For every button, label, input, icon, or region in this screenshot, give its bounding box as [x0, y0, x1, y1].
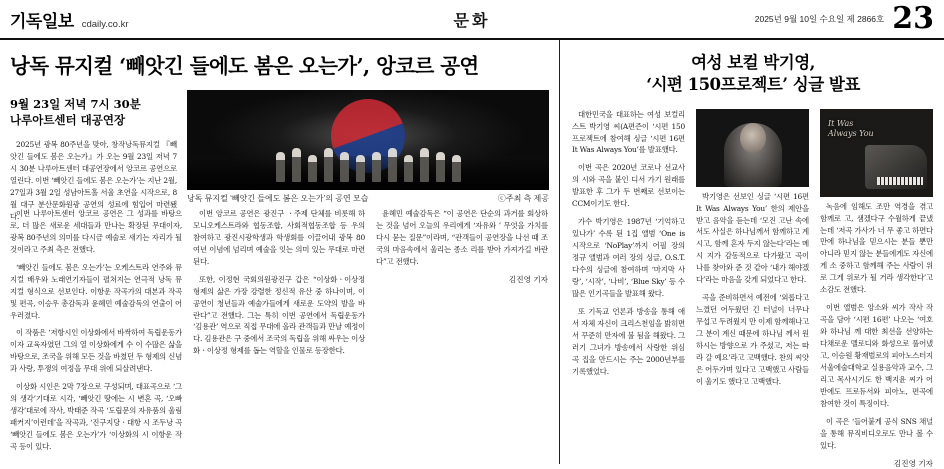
right-headline-line1: 여성 보컬 박기영,: [691, 53, 815, 72]
masthead-right: [704, 1, 934, 36]
left-subhead: [10, 96, 177, 129]
left-paragraph-7: 윤혜민 예술감독은 “이 공연은 단순의 과거를 회상하는 것을 넘어 오늘의 우리에게 ‘자유와 ’ 무엇을 가치를 다시 묻는 질문”이라며, “관객들이 공연장을 나선 때 조국의 마음속에서 울리는 종소 리를 받아 가져가길 바란다”고 전했다.: [376, 208, 548, 266]
left-top-block: [10, 90, 549, 221]
left-lede-block: [10, 90, 177, 221]
publication-date: 2025년 9월 10일 수요일 제 2866호: [754, 14, 885, 24]
left-photo-caption: 낭독 뮤지컬 ‘빼앗긴 들에도 봄은 오는가’의 공연 모습: [187, 193, 369, 203]
section-title: 문화: [453, 10, 491, 30]
right-byline: 김진영 기자: [893, 459, 933, 469]
artist-portrait-photo: [696, 109, 809, 187]
stage-performance-photo: [187, 90, 549, 190]
right-column-1: [572, 109, 685, 469]
right-paragraph-7: 이번 앨범은 앙소와 씨가 작사 작곡을 담아 ‘시편 16편’ 나오는 ‘여호와 하나님 께 대한 최선을 선양하는 다채로운 멜로디와 화성으로 풀어냈고, 이승원 황재벌로의 피아노스터지 서울에술대학교 실용음악과 교수, 그리고 목사시기도 한 백지윤 씨가 어반에도 프로듀서와 피아노, 편곡에 참여한 것이 특징이다.: [820, 303, 933, 409]
right-column-2: [696, 109, 809, 469]
left-subhead-line1: 9월 23일 저녁 7시 30분: [10, 96, 141, 111]
left-paragraph-2: ‘빼앗긴 들에도 봄은 오는가’는 오케스트라 연주와 뮤지컬 배우와 노래연기자들이 펼쳐지는 연극적 낭독 뮤지컬 형식으로 선보인다. 이항운 작곡가의 대본과 작곡 및 편곡, 이승우 총감독과 윤혜민 예술감독의 연출이 어우러졌다.: [10, 262, 182, 320]
portrait-face: [740, 123, 766, 153]
left-paragraph-0: 2025년 광복 80주년을 맞아, 창작낭독뮤지컬 『빼앗긴 들에도 봄은 오는가』가 오는 9월 23일 저녁 7시 30분 나루아트센터 대공연장에서 앙코르 공연으로 열린다. 이번 ‘빼앗긴 들에도 봄은 오는가’는 지난 2월, 27일과 3월 2일 성남아트홀 서울 초연을 시작으로, 8월 대구 분산문화원광 공연의 성료에 힘입어 마련됐다.: [10, 139, 177, 221]
album-cover-photo: [820, 109, 933, 197]
left-paragraph-5: 이번 앙코르 공연은 광진구 ㆍ주제 단체를 비롯해 하모니오케스트라와 협동조합, 사회적협동조합 등 우의 참여하고 광진시광학생과 학생회를 이끌어내 광복 80 여년 이념에 넘리며 예술을 잇는 의미 있는 무대로 마련된다.: [193, 208, 365, 266]
right-headline: [572, 52, 934, 97]
left-column-2: [193, 208, 365, 460]
left-column-3: [376, 208, 548, 460]
left-byline: 김진영 기자: [508, 274, 548, 284]
right-paragraph-3: 또 기독교 언론과 방송을 통해 애서 자체 자신이 크리스천임을 밝히면서 꾸준히 만자에 불 됨을 해왔다. 그러기 그녀가 방송에서 사랑한 위심 곡 집을 만드시는 주는 2000년부를 기록했었다.: [572, 307, 685, 377]
left-article-columns: [10, 208, 549, 460]
page-number: 23: [892, 1, 934, 36]
piano-keys-graphic: [877, 177, 923, 185]
right-article-columns: [572, 109, 934, 469]
right-paragraph-8: 이 곡은 ‘들어붙게 공식 SNS 채널을 통해 뮤직비디오로도 만나 볼 수 있다.: [820, 417, 933, 451]
left-photo-credit: ⓒ주최 측 제공: [497, 193, 549, 203]
newspaper-url: cdaily.co.kr: [81, 18, 129, 30]
right-paragraph-2: 가수 박기영은 1987년 ‘기억하고 있나가’ 수록 된 1집 앨범 ‘One is 시작으로 ‘NoPlay’까지 어필 장의 정규 앨범과 여러 장의 싱글, O.S.T. 다수의 싱글에 참여하며 ‘마지막 사랑’, ‘시작’, ‘나비’, ‘Blue Sky’ 등 수많은 인기곡들을 발표해 왔다.: [572, 217, 685, 299]
right-column-3: [820, 109, 933, 469]
right-paragraph-5: 곡을 준비하면서 예전에 ‘외롭다고 느꼈던 어두웠던 긴 터널이 너무나 무섭고 두려웠지 만 이제 함께해나고 그 분이 계신 때문에 하나님 께서 원하시는 방향으로 가 주셨고, 저는 따라 갈 예요’라고 고백했다. 찬의 씨앗은 어두가며 있다고 고백했고 사람들이 울기도 했다고 고백했다.: [696, 293, 809, 387]
left-paragraph-3: 이 작품은 ‘저항시인 이상화에서 바싹하여 독립운동가이자 교육자였던 그의 열 이상화에게 수 이 수많은 삶을 바탕으로, 조국을 위해 모든 것을 바쳤던 두 형제의 신념과 사랑, 투쟁의 여정을 무대 위에 되살려낸다.: [10, 328, 183, 374]
left-headline: 낭독 뮤지컬 ‘빼앗긴 들에도 봄은 오는가’, 앙코르 공연: [10, 54, 479, 78]
album-title-line2: Always You: [828, 128, 874, 138]
right-paragraph-1: 이번 곡은 2020년 코로나 선교사의 시와 곡을 붙인 디서 가기 원래를 발표한 후 그가 두 번째로 선보이는 CCM이기도 한다.: [572, 163, 685, 209]
left-paragraph-4a: 이상화 시인은 2막 7장으로 구성되며, 대표곡으로 ‘그의 생각’기대로 시각, ‘빼앗긴 땅에는 시 변혼 곡, ‘오빠생각’대로에 작사, 박태준 작곡 ‘도립문의 자유품의 울림 패커지’이런데’을 작곡과, ‘진구지당ㆍ대항 시 조두낭 곡 ‘빼앗긴 들에도 봄은 오는가’가 ‘이상화의 시 이항운 작곡 등이 있다.: [10, 382, 183, 452]
right-article: [560, 40, 944, 469]
left-subhead-line2: 나루아트센터 대공연장: [10, 113, 126, 128]
right-paragraph-6: 녹음에 임해도 조만 역경을 겪고 함께로 고, 샘겠다구 수월하게 끝냈는데 ‘저곡 가사가 너 무 좋고 하면다만에 하나님을 믿으시는 분들 뿐만 아니라 믿지 않는 분들에게도 자신에게 소 중하고 함께해 주는 사람이 위로 그게 위로가 될 거라 생각한다’고 소감도 전했다.: [820, 201, 933, 295]
album-cover-title: [828, 119, 874, 139]
right-headline-line2: ‘시편 150프로젝트’ 싱글 발표: [646, 75, 860, 95]
right-paragraph-0: 대한민국을 대표하는 여성 보컬리스트 박기영 씨(A편즌이 ‘시편 150프로젝트에 참여해 싱글 ‘시편 16편 It Was Always You’를 발표했다.: [572, 109, 685, 155]
page-content: [0, 40, 944, 469]
newspaper-logo: 기독일보: [10, 11, 74, 32]
masthead-left: [10, 7, 240, 32]
album-title-line1: It Was: [828, 118, 854, 128]
left-photo-wrap: [187, 90, 549, 203]
left-paragraph-6: 또한, 이정현 국회의원광진구 갑은 “이상화ㆍ이상정 형제의 삶은 가장 강렬한 정신적 유산 중 하나이며, 이 공연이 청년들과 예술가들에게 새로운 도약의 발을 바란다”고 전했다. 그는 특히 이번 공연에서 독립운동가 ‘김용관’ 역으로 직접 무대에 올라 관객들과 만날 예정이다. 김용관은 구 중에서 조국의 독립을 위해 싸우는 이상화ㆍ이상정 형제를 돕는 역할을 인물로 등장한다.: [193, 274, 366, 356]
left-paragraph-1: 이번 나루아트센터 앙코르 공연은 그 성과를 바탕으로, 더 많은 새로운 세대들과 만나는 확장된 무대이자, 광복 80주년의 의미를 다시금 예술로 새기는 자리가 될 것이라고 주최 측은 전했다.: [10, 208, 182, 254]
masthead: [0, 0, 944, 40]
right-paragraph-4: 박기영은 선보인 싱글 ‘시편 16편 It Was Always You’ 한의 제안을 받고 음악을 듣는데 ‘모진 고난 속에서도 사실은 하나님께서 함께하고 계시고, 함께 흔자 두지 않는다’라는 메시 지가 감동적으로 다가왔고 곡이 나를 찾아와 준 것 같아 ‘내가 해야겠다’라는 마음을 갖게 되었다고 한다.: [696, 191, 809, 285]
photo-performers: [187, 138, 549, 182]
left-column-1: [10, 208, 182, 460]
left-photo-caption-row: [187, 190, 549, 204]
left-article: [0, 40, 560, 464]
